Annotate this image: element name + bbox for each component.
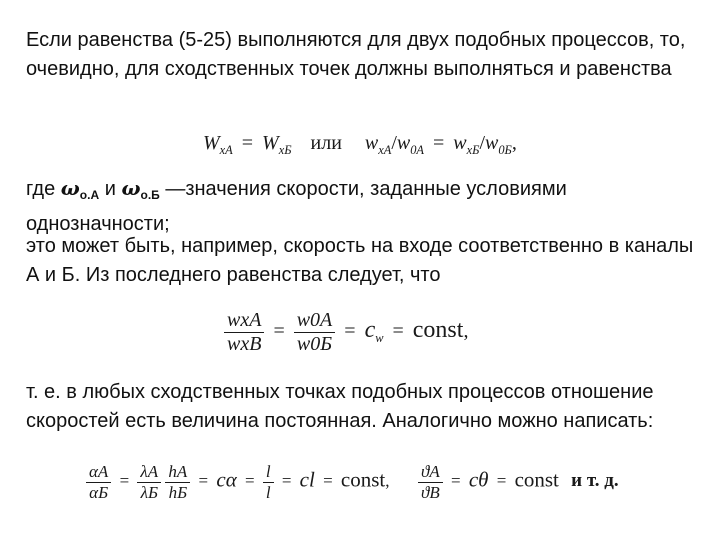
- denominator: wxB: [227, 333, 262, 355]
- omega-symbol: ω: [60, 176, 80, 200]
- slash: /: [391, 132, 397, 154]
- equals-sign: =: [241, 132, 254, 154]
- c-theta-symbol: cθ: [468, 467, 489, 492]
- denominator: l: [265, 482, 271, 502]
- numerator: ϑA: [418, 463, 443, 483]
- w-symbol: w: [453, 132, 467, 154]
- subscript-oB: о.Б: [140, 188, 160, 202]
- subscript: 0Б: [498, 143, 512, 157]
- w-symbol: w: [485, 132, 499, 154]
- equals-sign: =: [273, 320, 285, 343]
- numerator: w0A: [294, 310, 336, 333]
- fraction: [294, 310, 336, 355]
- equals-sign: =: [119, 471, 130, 491]
- subscript: w: [375, 331, 384, 346]
- denominator: hБ: [168, 482, 188, 502]
- denominator: λБ: [140, 482, 158, 502]
- numerator: wxA: [224, 310, 264, 333]
- subscript: xБ: [278, 143, 292, 157]
- c-alpha-symbol: cα: [216, 467, 237, 492]
- const-word: const: [412, 317, 464, 344]
- equals-sign: =: [323, 471, 333, 491]
- where-prefix: где: [26, 178, 61, 200]
- comma: ,: [463, 320, 469, 343]
- numerator: l: [263, 463, 274, 483]
- subscript: xБ: [466, 143, 480, 157]
- and-word: и: [99, 178, 122, 200]
- fraction: [165, 463, 190, 502]
- subscript: xA: [219, 143, 233, 157]
- equals-sign: =: [198, 471, 209, 491]
- where-paragraph: [26, 174, 706, 239]
- equals-sign: =: [496, 471, 507, 491]
- fraction: [86, 463, 111, 502]
- denominator: w0Б: [296, 333, 333, 355]
- example-paragraph: это может быть, например, скорость на входе соответственно в каналы А и Б. Из последнего равенства следует, что: [26, 235, 694, 286]
- numerator: λA: [137, 463, 161, 483]
- denominator: αБ: [89, 482, 109, 502]
- fraction: [224, 310, 264, 355]
- equals-sign: =: [344, 320, 356, 343]
- or-word: или: [310, 132, 342, 154]
- subscript: xA: [378, 143, 392, 157]
- intro-paragraph: Если равенства (5-25) выполняются для двух подобных процессов, то, очевидно, для сходственных точек должны выполняться и равенства: [26, 29, 686, 80]
- const-word: const: [340, 467, 386, 492]
- formula-velocity-ratio: [224, 310, 468, 355]
- w-symbol: W: [203, 132, 220, 154]
- etc-text: и т. д.: [571, 470, 619, 492]
- w-symbol: W: [262, 132, 279, 154]
- omega-symbol: ω: [121, 176, 141, 200]
- where-rest: —значения скорости, заданные условиями однозначности;: [26, 178, 567, 235]
- fraction: [263, 463, 274, 502]
- numerator: αA: [86, 463, 111, 483]
- subscript-oA: о.А: [79, 188, 100, 202]
- equals-sign: =: [450, 471, 461, 491]
- w-symbol: w: [396, 132, 411, 154]
- w-symbol: w: [364, 132, 379, 154]
- const-word: const: [514, 467, 559, 492]
- c-symbol: c: [364, 317, 376, 344]
- c-l-symbol: cl: [299, 467, 315, 492]
- conclusion-paragraph: т. е. в любых сходственных точках подобных процессов отношение скоростей есть величина постоянная. Аналогично можно написать:: [26, 381, 654, 432]
- denominator: ϑB: [421, 482, 440, 502]
- equals-sign: =: [392, 320, 404, 343]
- formula-other-ratios: [86, 463, 389, 502]
- equals-sign: =: [433, 132, 445, 154]
- slash: /: [479, 132, 485, 154]
- comma: ,: [385, 471, 390, 491]
- equals-sign: =: [244, 471, 255, 491]
- fraction: [137, 463, 161, 502]
- numerator: hA: [165, 463, 190, 483]
- fraction: [418, 463, 443, 502]
- comma: ,: [511, 132, 517, 154]
- formula-velocity-equalities: [203, 132, 517, 158]
- formula-temperature-ratio: [418, 463, 619, 502]
- subscript: 0A: [410, 143, 424, 157]
- equals-sign: =: [281, 471, 292, 491]
